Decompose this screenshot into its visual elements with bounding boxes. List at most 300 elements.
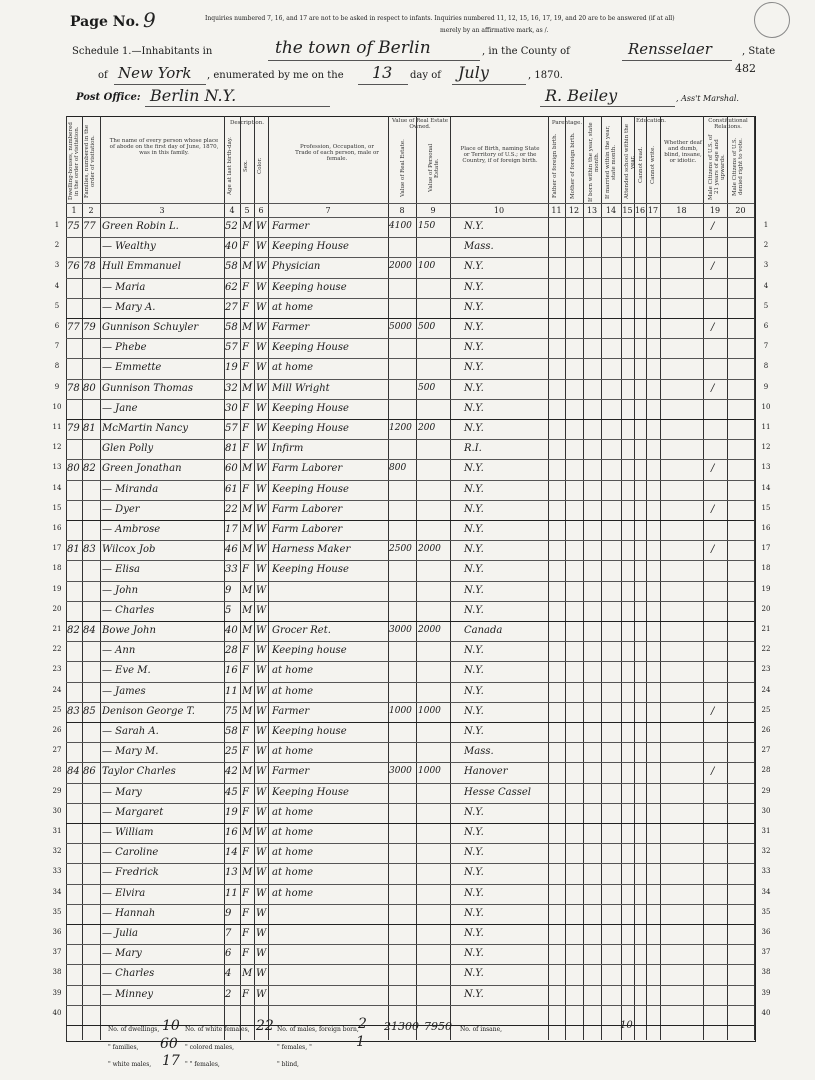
person-name: — Mary A. <box>102 301 156 313</box>
row-number-left: 14 <box>52 483 62 492</box>
person-name: — Caroline <box>102 847 159 859</box>
citizen-mark: / <box>711 463 715 475</box>
place-of-birth: N.Y. <box>464 887 484 899</box>
sex: F <box>242 887 249 899</box>
row-number-right: 40 <box>761 1008 771 1017</box>
age: 17 <box>225 524 238 535</box>
column-number: 7 <box>325 206 331 215</box>
age: 19 <box>225 362 238 374</box>
description-header: Description. <box>229 120 265 126</box>
row-rule <box>66 742 754 743</box>
row-number-left: 12 <box>52 443 62 452</box>
real-estate-value: 3000 <box>389 625 412 635</box>
sex: M <box>242 322 253 333</box>
blind-label: " blind, <box>277 1061 299 1068</box>
person-name: Green Jonathan <box>102 463 182 475</box>
sex: M <box>242 625 253 636</box>
row-rule <box>66 641 754 642</box>
row-number-right: 35 <box>761 907 771 916</box>
sex: F <box>242 564 249 576</box>
white-females-label: No. of white females, <box>185 1026 250 1033</box>
age: 25 <box>225 746 238 758</box>
row-number-left: 16 <box>52 524 62 532</box>
color: W <box>256 988 267 1000</box>
row-number-right: 36 <box>761 928 771 936</box>
column-rule <box>583 116 584 1040</box>
age: 6 <box>225 948 232 960</box>
year-label: , 1870. <box>528 70 563 81</box>
person-name: — Phebe <box>102 342 147 354</box>
sex: M <box>242 705 253 717</box>
col18-header: Whether deaf and dumb, blind, insane, or idiotic. <box>664 140 702 164</box>
occupation: Mill Wright <box>272 382 330 394</box>
occupation: at home <box>272 867 314 879</box>
row-number-right: 24 <box>761 685 771 694</box>
real-estate-value: 2500 <box>389 544 412 555</box>
person-name: — Julia <box>102 928 138 939</box>
row-number-right: 30 <box>761 806 771 815</box>
sex: F <box>242 988 249 1000</box>
occupation: Keeping House <box>272 241 349 253</box>
person-name: — Mary M. <box>102 746 159 758</box>
instruction-note: Inquiries numbered 7, 16, and 17 are not to be asked in respect to infants. Inquiries numbered 11, 12, 15, 16, 17, 19, and 20 are to be answered (if at all) <box>205 15 675 22</box>
place-of-birth: N.Y. <box>464 342 484 354</box>
sex: F <box>242 746 249 758</box>
row-number-left: 22 <box>52 645 62 654</box>
age: 40 <box>225 625 238 636</box>
citizen-mark: / <box>711 705 715 717</box>
personal-estate-value: 500 <box>418 322 436 332</box>
place-of-birth: Hesse Cassel <box>464 786 531 798</box>
dwelling-number: 75 <box>67 221 80 232</box>
education-header: Education. <box>636 118 667 124</box>
age: 13 <box>225 867 238 879</box>
males-foreign-value: 2 <box>358 1016 367 1032</box>
page-number-label: Page No. <box>70 14 140 30</box>
color: W <box>256 443 267 455</box>
row-number-right: 38 <box>761 968 771 977</box>
column-number: 3 <box>159 206 165 215</box>
col9-header: Value of Personal Estate. <box>428 143 440 193</box>
row-number-left: 19 <box>52 584 62 593</box>
col17-header: Cannot write. <box>650 145 656 185</box>
row-rule <box>66 358 754 359</box>
citizen-mark: / <box>711 382 715 394</box>
sex: M <box>242 544 253 556</box>
row-number-right: 6 <box>763 322 769 330</box>
dwellings-value: 10 <box>162 1018 180 1034</box>
person-name: — Charles <box>102 604 155 616</box>
row-number-left: 32 <box>52 847 62 856</box>
place-of-birth: N.Y. <box>464 645 484 657</box>
row-rule <box>66 298 754 299</box>
row-number-right: 2 <box>763 241 769 250</box>
row-number-right: 8 <box>763 362 769 371</box>
row-rule <box>66 560 754 561</box>
person-name: — John <box>102 584 139 596</box>
archive-stamp <box>754 2 790 38</box>
sex: M <box>242 604 253 616</box>
personal-estate-total: 7950 <box>424 1020 452 1033</box>
row-number-right: 31 <box>761 827 771 835</box>
color: W <box>256 827 267 838</box>
sex: F <box>242 645 249 657</box>
color: W <box>256 746 267 758</box>
personal-estate-value: 1000 <box>418 705 441 716</box>
row-rule <box>66 581 754 582</box>
age: 46 <box>225 544 238 556</box>
sex: F <box>242 665 249 677</box>
col19-header: Male Citizens of U.S. of 21 years of age and upwards. <box>708 134 726 200</box>
col15-header: Attended school within the year. <box>624 124 636 200</box>
place-of-birth: N.Y. <box>464 907 484 919</box>
row-rule <box>66 601 754 602</box>
column-rule <box>388 116 389 1040</box>
post-office-value: Berlin N.Y. <box>150 86 237 105</box>
row-number-left: 34 <box>52 887 62 896</box>
age: 16 <box>225 665 238 677</box>
col8-header: Value of Real Estate. <box>400 139 406 197</box>
post-office-label: Post Office: <box>76 92 141 103</box>
person-name: Glen Polly <box>102 443 154 455</box>
personal-estate-value: 1000 <box>418 766 441 777</box>
occupation: Physician <box>272 261 321 273</box>
age: 11 <box>225 887 238 899</box>
col10-header: Place of Birth, naming State or Territory of U.S.; or the Country, if of foreign birth. <box>460 146 540 164</box>
age: 16 <box>225 827 238 838</box>
color: W <box>256 705 267 717</box>
colored-males-label: " colored males, <box>185 1044 235 1051</box>
age: 27 <box>225 301 238 313</box>
color: W <box>256 928 267 939</box>
place-of-birth: N.Y. <box>464 281 484 293</box>
color: W <box>256 847 267 859</box>
occupation: Keeping House <box>272 402 349 414</box>
col5-header: Sex. <box>243 160 249 172</box>
row-number-left: 24 <box>52 685 62 694</box>
state-value: New York <box>118 64 192 82</box>
age: 61 <box>225 483 238 495</box>
color: W <box>256 625 267 636</box>
sex: M <box>242 584 253 596</box>
personal-estate-value: 2000 <box>418 544 441 555</box>
place-of-birth: Mass. <box>464 746 494 758</box>
colored-females-label: " " females, <box>185 1061 220 1068</box>
row-number-right: 1 <box>763 221 769 229</box>
color: W <box>256 382 267 394</box>
sex: F <box>242 726 249 737</box>
real-estate-header: Value of Real Estate Owned. <box>391 118 449 130</box>
sex: F <box>242 786 249 798</box>
schedule-label: Schedule 1.—Inhabitants in <box>72 46 213 57</box>
row-number-left: 30 <box>52 806 62 815</box>
col13-header: If born within the year, state month. <box>588 122 600 202</box>
row-number-left: 29 <box>52 786 62 795</box>
occupation: Keeping House <box>272 483 349 495</box>
row-number-right: 34 <box>761 887 771 896</box>
family-number: 81 <box>83 423 96 434</box>
place-of-birth: N.Y. <box>464 564 484 576</box>
place-of-birth: N.Y. <box>464 322 484 333</box>
column-rule <box>82 116 83 1040</box>
person-name: — Hannah <box>102 907 156 919</box>
row-rule <box>66 257 754 258</box>
color: W <box>256 564 267 576</box>
column-number: 18 <box>676 206 687 215</box>
day-value: 13 <box>372 63 393 82</box>
column-rule <box>224 116 225 1040</box>
column-rule <box>621 116 622 1040</box>
month-value: July <box>458 63 489 82</box>
row-number-left: 3 <box>54 261 60 270</box>
place-of-birth: N.Y. <box>464 827 484 838</box>
place-of-birth: N.Y. <box>464 261 484 273</box>
column-rule <box>634 116 635 1040</box>
col1-header: Dwelling-houses, numbered in the order of visitation. <box>68 122 80 200</box>
family-number: 82 <box>83 463 96 475</box>
age: 9 <box>225 907 232 919</box>
place-of-birth: N.Y. <box>464 948 484 960</box>
row-rule <box>66 540 754 541</box>
color: W <box>256 241 267 253</box>
place-of-birth: N.Y. <box>464 423 484 434</box>
real-estate-value: 2000 <box>389 261 412 272</box>
color: W <box>256 766 267 778</box>
row-number-right: 25 <box>761 705 771 714</box>
person-name: Gunnison Thomas <box>102 382 193 394</box>
person-name: Green Robin L. <box>102 221 179 232</box>
row-rule <box>66 237 754 238</box>
column-rule <box>416 116 417 1040</box>
age: 9 <box>225 584 232 596</box>
row-number-left: 21 <box>52 625 62 633</box>
row-rule <box>66 459 754 460</box>
column-rule <box>548 116 549 1040</box>
color: W <box>256 463 267 475</box>
color: W <box>256 402 267 414</box>
county-value: Rensselaer <box>628 40 712 58</box>
place-of-birth: N.Y. <box>464 402 484 414</box>
color: W <box>256 948 267 960</box>
column-rule <box>601 116 602 1040</box>
column-number: 11 <box>551 206 562 215</box>
family-number: 86 <box>83 766 96 778</box>
row-rule <box>66 318 754 319</box>
person-name: Taylor Charles <box>102 766 176 778</box>
occupation: at home <box>272 806 314 818</box>
personal-estate-value: 2000 <box>418 625 441 635</box>
row-number-right: 11 <box>761 423 771 431</box>
age: 22 <box>225 503 238 515</box>
row-number-right: 39 <box>761 988 771 997</box>
row-number-right: 5 <box>763 301 769 310</box>
sex: F <box>242 483 249 495</box>
color: W <box>256 544 267 556</box>
color: W <box>256 362 267 374</box>
person-name: — Charles <box>102 968 155 980</box>
person-name: — Minney <box>102 988 154 1000</box>
person-name: — William <box>102 827 154 838</box>
column-number: 2 <box>88 206 94 215</box>
row-number-left: 35 <box>52 907 62 916</box>
occupation: Harness Maker <box>272 544 351 556</box>
sex: M <box>242 261 253 273</box>
row-rule <box>66 722 754 723</box>
row-number-right: 4 <box>763 281 769 290</box>
sex: M <box>242 867 253 879</box>
person-name: — Eve M. <box>102 665 151 677</box>
occupation: Farm Laborer <box>272 503 343 515</box>
place-of-birth: Mass. <box>464 241 494 253</box>
family-number: 85 <box>83 705 96 717</box>
row-number-right: 23 <box>761 665 771 674</box>
families-value: 60 <box>160 1036 178 1052</box>
color: W <box>256 342 267 354</box>
sex: F <box>242 847 249 859</box>
sex: M <box>242 382 253 394</box>
column-rule <box>754 116 755 1040</box>
row-rule <box>66 904 754 905</box>
person-name: — Fredrick <box>102 867 159 879</box>
instruction-note-2: merely by an affirmative mark, as /. <box>440 27 549 34</box>
row-number-right: 28 <box>761 766 771 775</box>
parentage-header: Parentage. <box>551 120 583 126</box>
row-rule <box>66 843 754 844</box>
day-of-label: day of <box>410 70 441 81</box>
occupation: at home <box>272 301 314 313</box>
sex: F <box>242 241 249 253</box>
real-estate-total: 21300 <box>384 1020 419 1033</box>
occupation: at home <box>272 685 314 697</box>
age: 57 <box>225 342 238 354</box>
place-of-birth: N.Y. <box>464 503 484 515</box>
age: 52 <box>225 221 238 232</box>
citizen-mark: / <box>711 322 715 333</box>
personal-estate-value: 150 <box>418 221 436 231</box>
marshal-name: R. Beiley <box>545 86 618 105</box>
sex: M <box>242 827 253 838</box>
column-number: 6 <box>258 206 264 215</box>
age: 19 <box>225 806 238 818</box>
age: 4 <box>225 968 232 980</box>
row-number-left: 13 <box>52 463 62 472</box>
header-rule <box>66 203 754 204</box>
place-of-birth: N.Y. <box>464 847 484 859</box>
place-of-birth: N.Y. <box>464 463 484 475</box>
color: W <box>256 221 267 232</box>
row-number-right: 29 <box>761 786 771 795</box>
color: W <box>256 665 267 677</box>
row-number-left: 5 <box>54 301 60 310</box>
column-number: 12 <box>568 206 580 215</box>
family-number: 77 <box>83 221 96 232</box>
sex: M <box>242 524 253 535</box>
person-name: — Ann <box>102 645 136 657</box>
column-number: 1 <box>71 206 77 215</box>
age: 57 <box>225 423 238 434</box>
row-number-left: 39 <box>52 988 62 997</box>
family-number: 83 <box>83 544 96 556</box>
row-number-left: 17 <box>52 544 62 553</box>
family-number: 80 <box>83 382 96 394</box>
occupation: at home <box>272 887 314 899</box>
sex: M <box>242 685 253 697</box>
row-number-left: 20 <box>52 604 62 613</box>
column-rule <box>703 116 704 1040</box>
row-rule <box>66 682 754 683</box>
row-rule <box>66 1005 754 1006</box>
occupation: Farm Laborer <box>272 463 343 475</box>
occupation: Keeping House <box>272 342 349 354</box>
column-rule <box>646 116 647 1040</box>
column-number: 9 <box>430 206 436 215</box>
occupation: at home <box>272 362 314 374</box>
color: W <box>256 604 267 616</box>
row-number-right: 27 <box>761 746 771 755</box>
occupation: Keeping House <box>272 786 349 798</box>
sex: F <box>242 806 249 818</box>
row-rule <box>66 803 754 804</box>
row-number-right: 7 <box>763 342 769 351</box>
page-number: 9 <box>143 8 156 32</box>
person-name: — Ambrose <box>102 524 161 535</box>
color: W <box>256 887 267 899</box>
row-number-right: 20 <box>761 604 771 613</box>
person-name: — James <box>102 685 146 697</box>
column-number: 4 <box>229 206 235 215</box>
color: W <box>256 281 267 293</box>
sex: F <box>242 928 249 939</box>
sex: M <box>242 221 253 232</box>
row-rule <box>66 399 754 400</box>
col11-header: Father of foreign birth. <box>552 133 558 199</box>
column-number: 20 <box>735 206 746 215</box>
col20-header: Male Citizens of U.S. denied right to vote. <box>732 137 744 197</box>
dwelling-number: 82 <box>67 625 80 636</box>
column-rule <box>268 116 269 1040</box>
white-females-value: 22 <box>256 1018 274 1034</box>
color: W <box>256 907 267 919</box>
color: W <box>256 524 267 535</box>
dwelling-number: 83 <box>67 705 80 717</box>
row-number-right: 13 <box>761 463 771 472</box>
person-name: — Emmette <box>102 362 162 374</box>
row-number-left: 26 <box>52 726 62 734</box>
person-name: — Sarah A. <box>102 726 159 737</box>
column-number: 10 <box>493 206 505 215</box>
dwellings-label: No. of dwellings, <box>108 1026 160 1033</box>
column-number: 16 <box>634 206 646 215</box>
row-number-left: 25 <box>52 705 62 714</box>
age: 60 <box>225 463 238 475</box>
place-of-birth: Hanover <box>464 766 508 778</box>
marshal-label: , Ass't Marshal. <box>676 94 739 103</box>
person-name: Wilcox Job <box>102 544 156 556</box>
age: 75 <box>225 705 238 717</box>
color: W <box>256 685 267 697</box>
row-rule <box>66 338 754 339</box>
row-number-left: 6 <box>54 322 60 330</box>
age: 33 <box>225 564 238 576</box>
citizen-mark: / <box>711 261 715 273</box>
row-number-left: 7 <box>54 342 60 351</box>
citizen-mark: / <box>711 503 715 515</box>
row-rule <box>66 379 754 380</box>
row-number-left: 38 <box>52 968 62 977</box>
place-of-birth: N.Y. <box>464 584 484 596</box>
dwelling-number: 76 <box>67 261 80 273</box>
occupation: at home <box>272 665 314 677</box>
